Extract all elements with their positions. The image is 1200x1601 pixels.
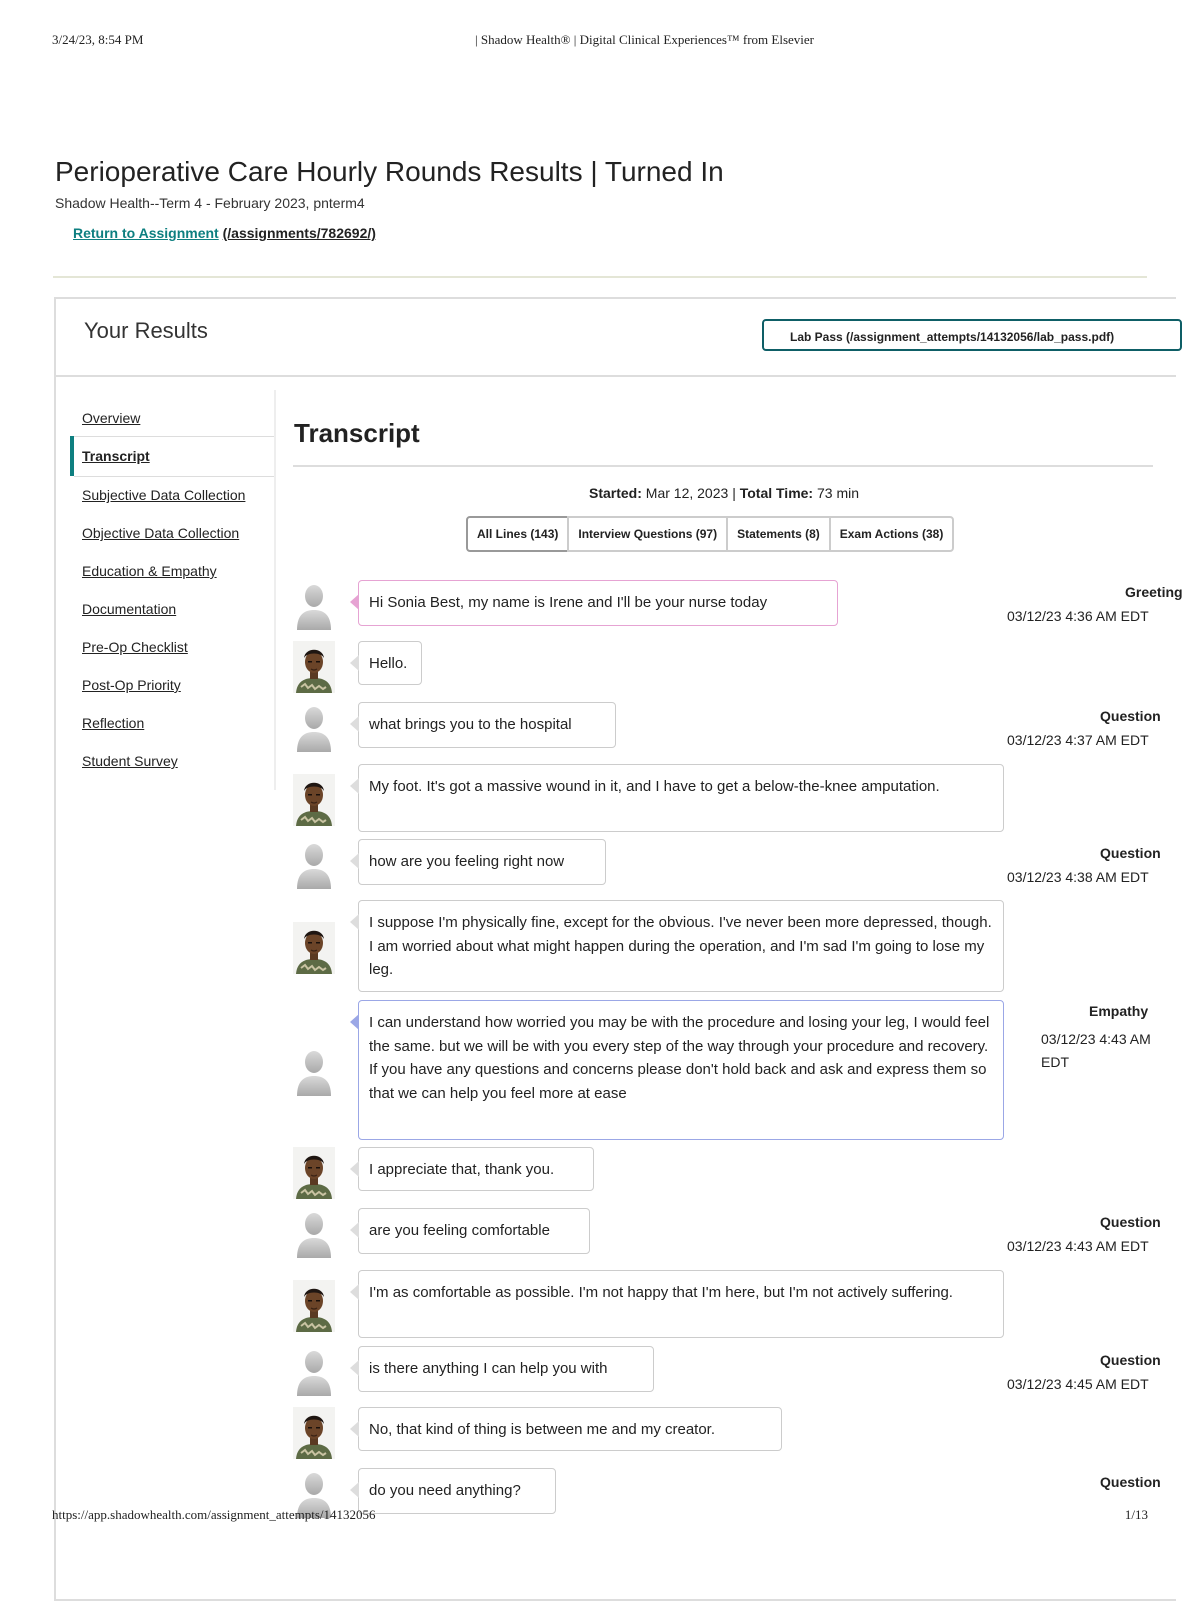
- message-bubble: [358, 839, 606, 885]
- bubble-pointer: [350, 594, 359, 610]
- message-bubble: [358, 1346, 654, 1392]
- message-bubble: [358, 1000, 1004, 1140]
- patient-avatar: [293, 641, 335, 693]
- message-text: Hello.: [369, 655, 408, 672]
- message-bubble: [358, 900, 1004, 992]
- bubble-pointer: [350, 778, 359, 794]
- return-url: (/assignments/782692/): [222, 225, 376, 241]
- message-text: Hi Sonia Best, my name is Irene and I'll be your nurse today: [369, 594, 768, 611]
- student-avatar: [293, 702, 335, 754]
- line-category-tag: Empathy: [1089, 1003, 1149, 1019]
- line-timestamp: 03/12/23 4:38 AM EDT: [1007, 869, 1149, 885]
- line-timestamp: 03/12/23 4:37 AM EDT: [1007, 732, 1149, 748]
- line-category-tag: Greeting: [1125, 584, 1183, 600]
- message-text: I'm as comfortable as possible. I'm not happy that I'm here, but I'm not actively suffering.: [369, 1284, 953, 1301]
- line-category-tag: Question: [1100, 708, 1161, 724]
- started-label: Started:: [589, 485, 642, 501]
- bubble-pointer: [350, 1421, 359, 1437]
- started-value: Mar 12, 2023: [645, 485, 729, 501]
- transcript-divider: [293, 465, 1153, 467]
- message-text: how are you feeling right now: [369, 853, 565, 870]
- filter-all-lines[interactable]: All Lines (143): [466, 516, 569, 552]
- total-time-value: 73 min: [817, 485, 860, 501]
- total-time-label: Total Time:: [739, 485, 814, 501]
- print-url: https://app.shadowhealth.com/assignment_attempts/14132056: [52, 1507, 376, 1522]
- course-subtitle: Shadow Health--Term 4 - February 2023, pnterm4: [55, 195, 365, 211]
- transcript-title: Transcript: [294, 418, 420, 448]
- line-timestamp: 03/12/23 4:45 AM EDT: [1007, 1376, 1149, 1392]
- sidebar-item-reflection[interactable]: Reflection: [82, 715, 145, 731]
- filter-exam-actions[interactable]: Exam Actions (38): [829, 516, 955, 552]
- message-text: are you feeling comfortable: [369, 1222, 550, 1239]
- message-text: I appreciate that, thank you.: [369, 1161, 555, 1178]
- sidebar-item-overview[interactable]: Overview: [82, 410, 141, 426]
- sidebar-item-student-survey[interactable]: Student Survey: [82, 753, 178, 769]
- student-avatar: [293, 1346, 335, 1398]
- bubble-pointer: [350, 853, 359, 869]
- line-timestamp: 03/12/23 4:43 AM EDT: [1041, 1031, 1151, 1070]
- your-results-heading: Your Results: [84, 318, 208, 343]
- return-to-assignment-link[interactable]: Return to Assignment: [73, 225, 219, 241]
- message-text: do you need anything?: [369, 1482, 521, 1499]
- bubble-pointer: [350, 914, 359, 930]
- bubble-pointer: [350, 1482, 359, 1498]
- sidebar-item-post-op-priority[interactable]: Post-Op Priority: [82, 677, 181, 693]
- patient-avatar: [293, 922, 335, 974]
- student-avatar: [293, 839, 335, 891]
- sidebar-item-pre-op-checklist[interactable]: Pre-Op Checklist: [82, 639, 188, 655]
- message-bubble: [358, 1208, 590, 1254]
- message-text: what brings you to the hospital: [369, 716, 572, 733]
- bubble-pointer: [350, 1014, 359, 1030]
- message-text: is there anything I can help you with: [369, 1360, 608, 1377]
- message-bubble: [358, 702, 616, 748]
- divider: [53, 276, 1147, 278]
- sidebar-item-transcript[interactable]: Transcript: [82, 448, 150, 464]
- bubble-pointer: [350, 1284, 359, 1300]
- student-avatar: [293, 1046, 335, 1098]
- message-bubble: [358, 1147, 594, 1191]
- line-category-tag: Question: [1100, 1214, 1161, 1230]
- bubble-pointer: [350, 1360, 359, 1376]
- sidebar-item-education-empathy[interactable]: Education & Empathy: [82, 563, 217, 579]
- message-bubble: [358, 764, 1004, 832]
- message-bubble: [358, 580, 838, 626]
- line-timestamp: 03/12/23 4:43 AM EDT: [1007, 1238, 1149, 1254]
- message-text: No, that kind of thing is between me and my creator.: [369, 1421, 716, 1438]
- page-title: Perioperative Care Hourly Rounds Results | Turned In: [55, 156, 724, 187]
- message-bubble: [358, 641, 422, 685]
- bubble-pointer: [350, 1161, 359, 1177]
- patient-avatar: [293, 1407, 335, 1459]
- patient-avatar: [293, 1147, 335, 1199]
- message-text: I suppose I'm physically fine, except for the obvious. I've never been more depressed, though. I am worried about what might happen during the operation, and I'm sad I'm going to lose my leg.: [369, 914, 992, 978]
- filter-interview-questions[interactable]: Interview Questions (97): [567, 516, 728, 552]
- patient-avatar: [293, 1280, 335, 1332]
- message-bubble: [358, 1468, 556, 1514]
- message-bubble: [358, 1407, 782, 1451]
- message-bubble: [358, 1270, 1004, 1338]
- sidebar-item-objective-data[interactable]: Objective Data Collection: [82, 525, 240, 541]
- student-avatar: [293, 1208, 335, 1260]
- transcript-filter-tabs: [468, 516, 954, 552]
- results-header: [56, 299, 1176, 377]
- results-sidebar: [72, 390, 276, 790]
- filter-statements[interactable]: Statements (8): [726, 516, 831, 552]
- return-to-assignment: [73, 225, 376, 241]
- line-timestamp: 03/12/23 4:36 AM EDT: [1007, 608, 1149, 624]
- message-text: I can understand how worried you may be with the procedure and losing your leg, I would feel the same. but we will be with you every step of the way through your procedure and recovery. If you have any questions and concerns please don't hold back and ask and express them so that we can help you feel more at ease: [369, 1014, 990, 1102]
- patient-avatar: [293, 774, 335, 826]
- student-avatar: [293, 580, 335, 632]
- bubble-pointer: [350, 655, 359, 671]
- lab-pass-button[interactable]: Lab Pass (/assignment_attempts/14132056/lab_pass.pdf): [762, 319, 1182, 351]
- bubble-pointer: [350, 1222, 359, 1238]
- print-page-title: | Shadow Health® | Digital Clinical Experiences™ from Elsevier: [475, 32, 815, 47]
- print-datetime: 3/24/23, 8:54 PM: [52, 32, 144, 47]
- line-category-tag: Question: [1100, 1474, 1161, 1490]
- sidebar-item-subjective-data[interactable]: Subjective Data Collection: [82, 487, 246, 503]
- bubble-pointer: [350, 716, 359, 732]
- transcript-meta: Started: Mar 12, 2023 | Total Time: 73 min: [589, 485, 860, 501]
- sidebar-item-documentation[interactable]: Documentation: [82, 601, 177, 617]
- line-category-tag: Question: [1100, 1352, 1161, 1368]
- line-category-tag: Question: [1100, 845, 1161, 861]
- message-text: My foot. It's got a massive wound in it, and I have to get a below-the-knee amputation.: [369, 778, 940, 795]
- print-page-number: 1/13: [1124, 1507, 1148, 1522]
